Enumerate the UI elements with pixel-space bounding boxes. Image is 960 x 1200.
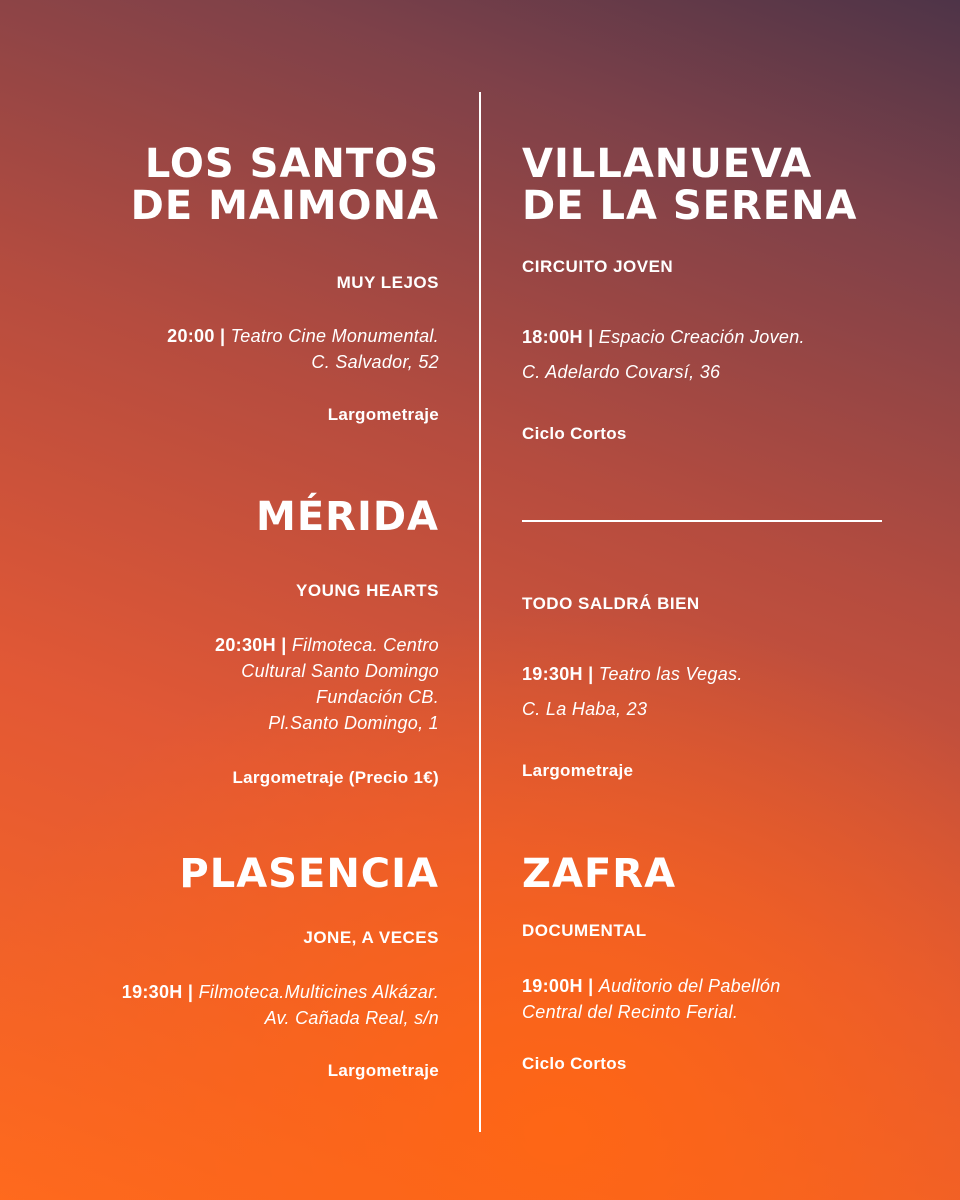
city-title: MÉRIDA: [256, 494, 439, 540]
venue-line: Pl.Santo Domingo, 1: [268, 713, 439, 733]
los-santos-film: [337, 273, 439, 293]
los-santos-type: [328, 405, 439, 425]
plasencia-details: [122, 979, 439, 1031]
venue-line: Central del Recinto Ferial.: [522, 1002, 739, 1022]
venue-line: C. Salvador, 52: [311, 352, 439, 372]
time-venue-line: [522, 320, 805, 355]
los-santos-details: [167, 323, 439, 375]
city-title-line: VILLANUEVA: [522, 141, 813, 187]
venue-line: Teatro Cine Monumental.: [230, 326, 439, 346]
villanueva-film-2: [522, 594, 700, 614]
venue-line: Auditorio del Pabellón: [598, 976, 781, 996]
plasencia-type: [328, 1061, 439, 1081]
separator: |: [582, 664, 599, 684]
venue-line: C. La Haba, 23: [522, 699, 648, 719]
zafra-film: [522, 921, 647, 941]
villanueva-film-1: [522, 257, 673, 277]
city-title: PLASENCIA: [179, 851, 439, 897]
city-title-line: DE LA SERENA: [522, 183, 858, 229]
separator: |: [582, 976, 599, 996]
separator: |: [182, 982, 199, 1002]
time-venue-line: [167, 323, 439, 349]
film-title: JONE, A VECES: [303, 928, 439, 947]
event-time: 20:30H: [215, 635, 276, 655]
time-venue-line: [122, 979, 439, 1005]
event-time: 19:00H: [522, 976, 583, 996]
center-divider: [479, 92, 481, 1132]
event-time: 19:30H: [522, 664, 583, 684]
villanueva-section-divider: [522, 520, 882, 522]
venue-line: Espacio Creación Joven.: [598, 327, 805, 347]
city-title: ZAFRA: [522, 851, 677, 897]
villanueva-heading: [522, 143, 858, 227]
venue-line: Filmoteca. Centro: [291, 635, 439, 655]
separator: |: [582, 327, 599, 347]
film-title: CIRCUITO JOVEN: [522, 257, 674, 276]
venue-line: Cultural Santo Domingo: [241, 661, 439, 681]
plasencia-heading: [179, 853, 439, 895]
city-title-line: LOS SANTOS: [144, 141, 439, 187]
screening-type: Largometraje (Precio 1€): [232, 768, 439, 787]
merida-heading: [256, 496, 439, 538]
villanueva-details-1: [522, 320, 805, 390]
film-title: MUY LEJOS: [336, 273, 439, 292]
separator: |: [275, 635, 292, 655]
plasencia-film: [303, 928, 439, 948]
zafra-heading: [522, 853, 676, 895]
separator: |: [214, 326, 231, 346]
screening-type: Ciclo Cortos: [522, 424, 627, 443]
merida-film: [296, 581, 439, 601]
screening-type: Largometraje: [327, 1061, 439, 1080]
event-time: 18:00H: [522, 327, 583, 347]
screening-type: Largometraje: [327, 405, 439, 424]
zafra-details: [522, 973, 781, 1025]
screening-type: Largometraje: [522, 761, 634, 780]
villanueva-type-2: [522, 761, 633, 781]
time-venue-line: [215, 632, 439, 658]
event-time: 20:00: [167, 326, 215, 346]
merida-details: [215, 632, 439, 736]
city-title-line: DE MAIMONA: [130, 183, 439, 229]
time-venue-line: [522, 973, 781, 999]
venue-line: Fundación CB.: [316, 687, 439, 707]
zafra-type: [522, 1054, 627, 1074]
film-title: DOCUMENTAL: [522, 921, 647, 940]
time-venue-line: [522, 657, 743, 692]
villanueva-details-2: [522, 657, 743, 727]
screening-type: Ciclo Cortos: [522, 1054, 627, 1073]
los-santos-heading: [131, 143, 439, 227]
villanueva-type-1: [522, 424, 627, 444]
event-time: 19:30H: [121, 982, 183, 1002]
venue-line: Filmoteca.Multicines Alkázar.: [198, 982, 439, 1002]
film-title: YOUNG HEARTS: [296, 581, 439, 600]
venue-line: C. Adelardo Covarsí, 36: [522, 362, 721, 382]
film-title: TODO SALDRÁ BIEN: [522, 594, 700, 613]
city-title: [131, 143, 439, 227]
venue-line: Av. Cañada Real, s/n: [264, 1008, 439, 1028]
venue-line: Teatro las Vegas.: [598, 664, 743, 684]
city-title: [522, 143, 858, 227]
merida-type: [232, 768, 439, 788]
